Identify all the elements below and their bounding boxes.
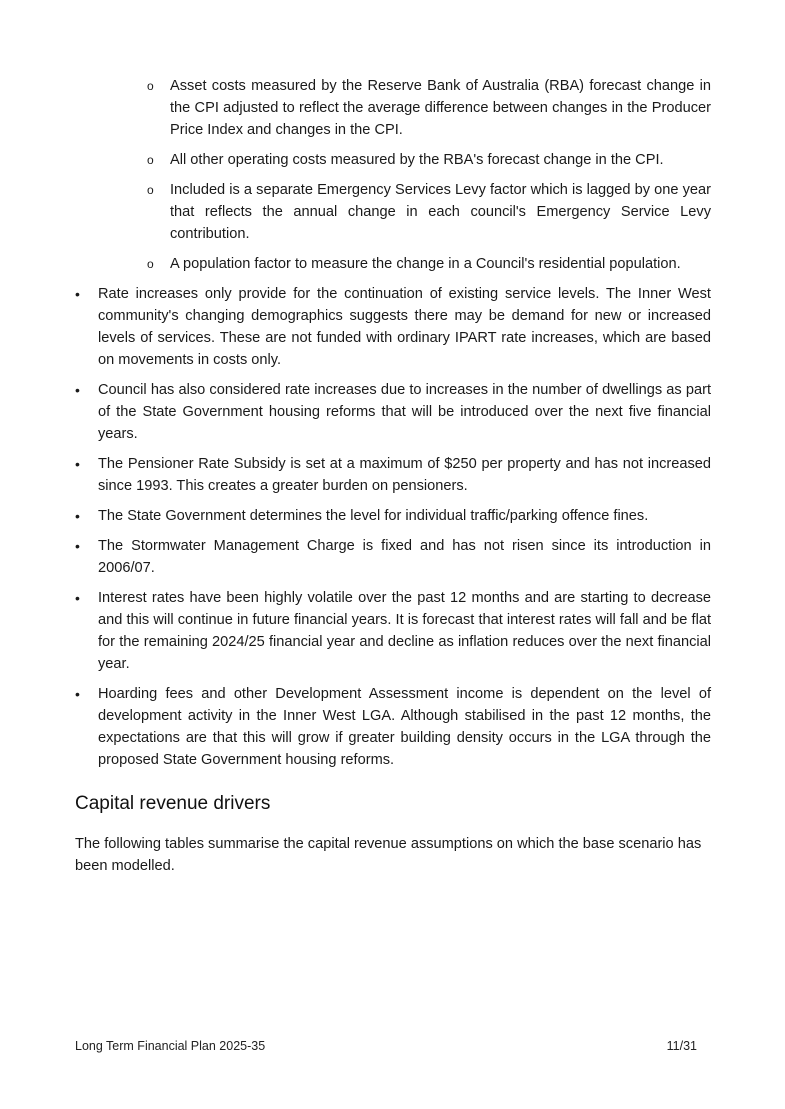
solid-bullet-icon: • (75, 508, 80, 524)
bullet-item (75, 683, 711, 771)
sub-bullet-item (147, 253, 711, 275)
sub-bullet-list (75, 75, 711, 275)
bullet-item (75, 379, 711, 445)
bullet-item (75, 453, 711, 497)
sub-bullet-text: Asset costs measured by the Reserve Bank of Australia (RBA) forecast change in the CPI adjusted to reflect the average difference between changes in the Producer Price Index and changes in the CPI. (170, 78, 711, 138)
solid-bullet-icon: • (75, 456, 80, 472)
bullet-text: Hoarding fees and other Development Assessment income is dependent on the level of development activity in the Inner West LGA. Although stabilised in the past 12 months, the expectations are that this will grow if greater building density occurs in the LGA through the proposed State Government housing reforms. (98, 686, 711, 768)
bullet-list (75, 283, 711, 771)
section-paragraph: The following tables summarise the capital revenue assumptions on which the base scenario has been modelled. (75, 836, 702, 874)
sub-bullet-text: All other operating costs measured by the RBA's forecast change in the CPI. (170, 152, 664, 168)
sub-bullet-text: Included is a separate Emergency Services Levy factor which is lagged by one year that reflects the annual change in each council's Emergency Service Levy contribution. (170, 182, 711, 242)
bullet-text: Rate increases only provide for the continuation of existing service levels. The Inner West community's changing demographics suggests there may be demand for new or increased levels of services. These are not funded with ordinary IPART rate increases, which are based on movements in costs only. (98, 286, 711, 368)
bullet-item (75, 283, 711, 371)
sub-bullet-text: A population factor to measure the change in a Council's residential population. (170, 256, 681, 272)
solid-bullet-icon: • (75, 590, 80, 606)
bullet-item (75, 535, 711, 579)
hollow-circle-bullet-icon: o (147, 153, 154, 167)
hollow-circle-bullet-icon: o (147, 183, 154, 197)
bullet-item (75, 505, 711, 527)
bullet-text: The Pensioner Rate Subsidy is set at a maximum of $250 per property and has not increased since 1993. This creates a greater burden on pensioners. (98, 456, 711, 494)
footer-page-number: 11/31 (666, 1039, 697, 1053)
solid-bullet-icon: • (75, 538, 80, 554)
footer-document-title: Long Term Financial Plan 2025-35 (75, 1039, 266, 1053)
sub-bullet-item (147, 149, 711, 171)
solid-bullet-icon: • (75, 286, 80, 302)
bullet-text: Council has also considered rate increases due to increases in the number of dwellings as part of the State Government housing reforms that will be introduced over the next five financial years. (98, 382, 711, 442)
bullet-item (75, 587, 711, 675)
hollow-circle-bullet-icon: o (147, 257, 154, 271)
bullet-text: The State Government determines the level for individual traffic/parking offence fines. (98, 508, 649, 524)
sub-bullet-item (147, 75, 711, 141)
hollow-circle-bullet-icon: o (147, 79, 154, 93)
bullet-text: The Stormwater Management Charge is fixed and has not risen since its introduction in 2006/07. (98, 538, 711, 576)
sub-bullet-item (147, 179, 711, 245)
solid-bullet-icon: • (75, 382, 80, 398)
section-heading: Capital revenue drivers (75, 793, 271, 814)
page-content (75, 75, 711, 877)
solid-bullet-icon: • (75, 686, 80, 702)
bullet-text: Interest rates have been highly volatile over the past 12 months and are starting to decrease and this will continue in future financial years. It is forecast that interest rates will fall and be flat for the remaining 2024/25 financial year and decline as inflation reduces over the next financial year. (98, 590, 711, 672)
